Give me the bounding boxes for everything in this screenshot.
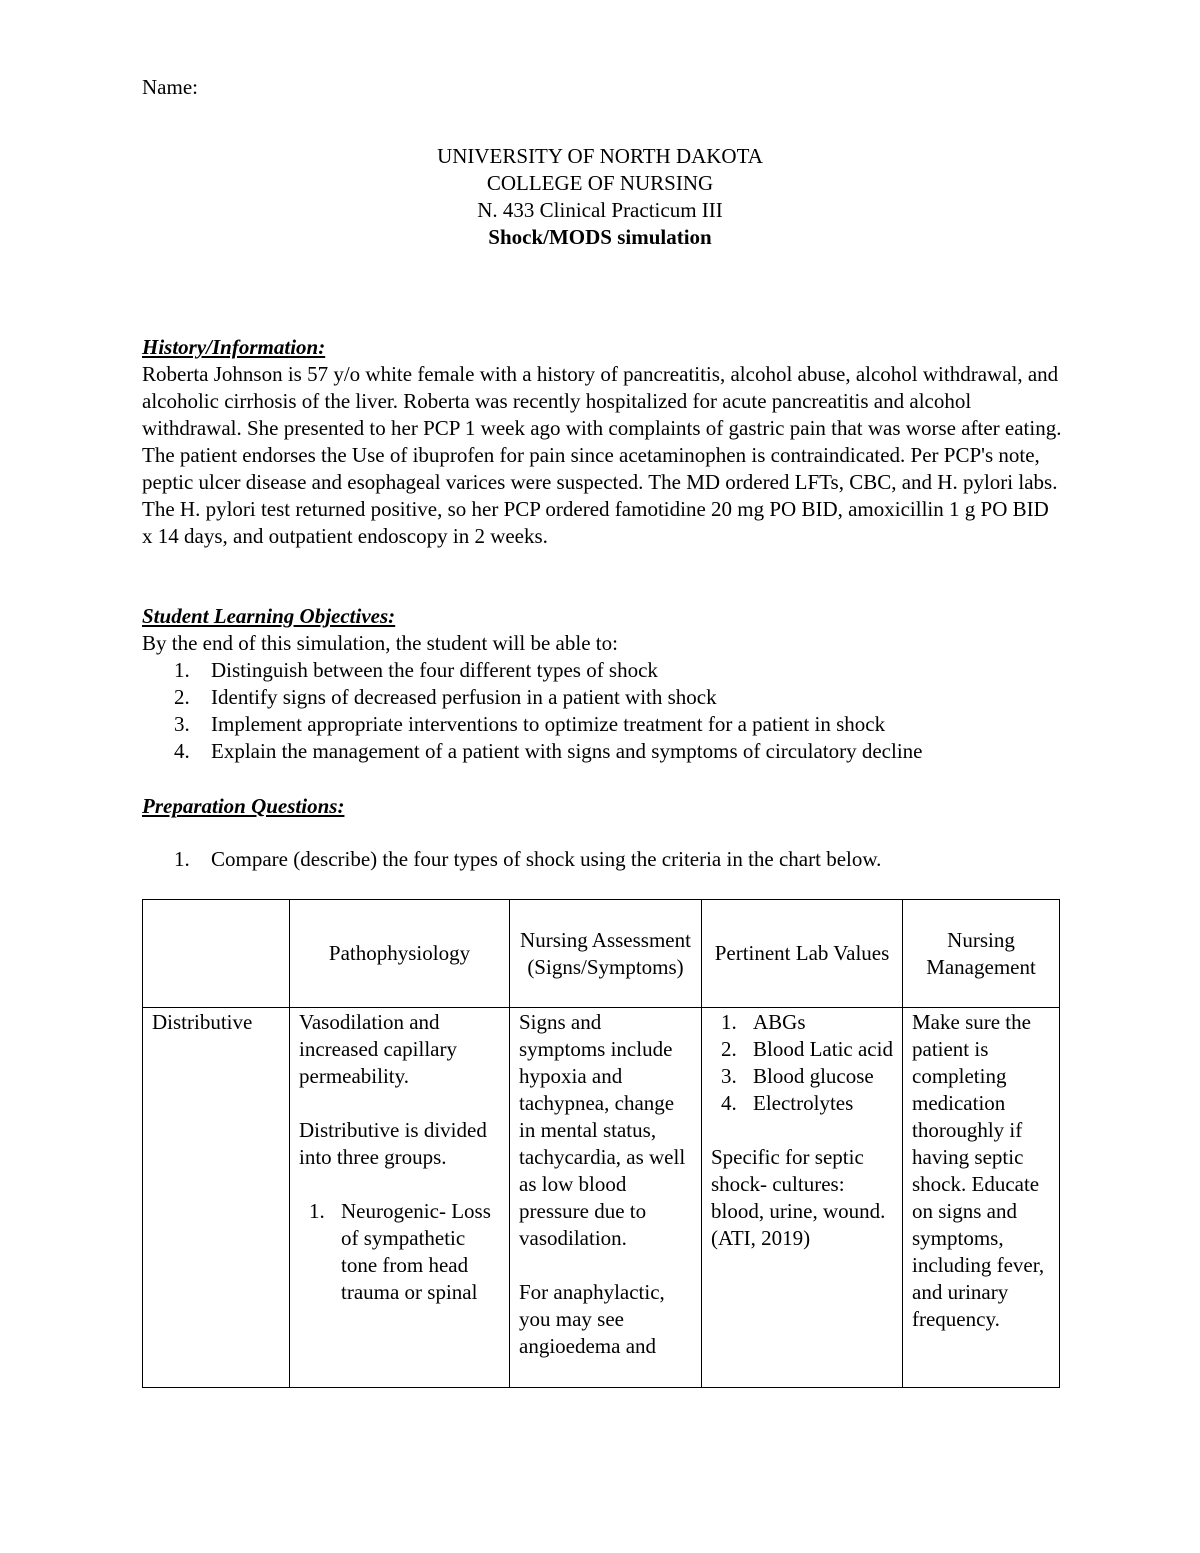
objective-item: 4. Explain the management of a patient with signs and symptoms of circulatory decline: [174, 739, 923, 763]
patho-list-item: 1. Neurogenic- Loss of sympathetic tone from head trauma or spinal: [309, 1199, 491, 1304]
objective-item: 3. Implement appropriate interventions to optimize treatment for a patient in shock: [174, 712, 886, 736]
management-cell: Make sure the patient is completing medication thoroughly if having septic shock. Educate on signs and symptoms, including fever, and urinary frequency.: [903, 1008, 1060, 1388]
table-header-row: [143, 900, 1060, 1008]
patho-list: [299, 1198, 500, 1306]
objective-item: 2. Identify signs of decreased perfusion in a patient with shock: [174, 685, 717, 709]
name-label: Name:: [142, 75, 198, 99]
lab-values-cell: [702, 1008, 903, 1388]
shock-type-cell: Distributive: [143, 1008, 290, 1388]
course-title: N. 433 Clinical Practicum III: [477, 198, 723, 222]
header-pathophysiology: Pathophysiology: [290, 900, 510, 1008]
shock-comparison-table: [142, 899, 1060, 1388]
objectives-intro: By the end of this simulation, the student will be able to:: [142, 631, 618, 655]
lab-value-item: 3. Blood glucose: [721, 1064, 874, 1088]
document-page: Name: UNIVERSITY OF NORTH DAKOTA COLLEGE OF NURSING N. 433 Clinical Practicum III Shock/MODS simulation History/Information: Roberta Johnson is 57 y/o white female with a history of pancreatitis, alcohol abuse, alcohol withdrawal, and alcoholic cirrhosis of the liver. Roberta was recently hospitalized for acute pancreatitis and alcohol withdrawal. She presented to her PCP 1 week ago with complaints of gastric pain that was worse after eating. The patient endorses the Use of ibuprofen for pain since acetaminophen is contraindicated. Per PCP's note, peptic ulcer disease and esophageal varices were suspected. The MD ordered LFTs, CBC, and H. pylori labs. The H. pylori test returned positive, so her PCP ordered famotidine 20 mg PO BID, amoxicillin 1 g PO BID x 14 days, and outpatient endoscopy in 2 weeks. Student Learning Objectives: By the end of this simulation, the student will be able to: 1. Distinguish between the four different types of shock 2. Identify signs of decreased perfusion in a patient with shock 3. Implement appropriate interventions to optimize treatment for a patient in shock 4. Explain the management of a patient with signs and symptoms of circulatory decline Preparation Questions: 1. Compare (describe) the four types of shock using the criteria in the chart below. Pathophysiology Nursing Assessment (Signs/Symptoms) Pertinent Lab Values Nursing Management Distributive Vasodilation and increased capillary permeability. Distributive is divided into three groups. 1. Neurogenic- Loss of sympathetic tone from head trauma or spinal Signs and symptoms include hypoxia and tachypnea, change in mental status, tachycardia, as well as low blood pressure due to vasodilation. For anaphylactic, you may see angioedema and 1. ABGs 2. Blood Latic acid 3. Blood glucose 4. Electrolytes Specific for septic shock- cultures: blood, urine, wound. (ATI, 2019) Make sure the patient is completing medication thoroughly if having septic shock. Educate on signs and symptoms, including fever, and urinary frequency.: [0, 0, 1200, 1553]
patho-paragraph: Vasodilation and increased capillary permeability.: [299, 1010, 457, 1088]
history-paragraph: Roberta Johnson is 57 y/o white female with a history of pancreatitis, alcohol abuse, alcohol withdrawal, and alcoholic cirrhosis of the liver. Roberta was recently hospitalized for acute pancreatitis and alcohol withdrawal. She presented to her PCP 1 week ago with complaints of gastric pain that was worse after eating. The patient endorses the Use of ibuprofen for pain since acetaminophen is contraindicated. Per PCP's note, peptic ulcer disease and esophageal varices were suspected. The MD ordered LFTs, CBC, and H. pylori labs. The H. pylori test returned positive, so her PCP ordered famotidine 20 mg PO BID, amoxicillin 1 g PO BID x 14 days, and outpatient endoscopy in 2 weeks.: [142, 362, 1062, 548]
lab-value-item: 1. ABGs: [721, 1010, 806, 1034]
header-blank-cell: [143, 900, 290, 1008]
lab-values-list: [711, 1009, 893, 1117]
lab-citation: (ATI, 2019): [711, 1226, 811, 1250]
lab-value-item: 4. Electrolytes: [721, 1091, 854, 1115]
history-heading: History/Information:: [142, 335, 326, 359]
assessment-paragraph: Signs and symptoms include hypoxia and tachypnea, change in mental status, tachycardia, as well as low blood pressure due to vasodilation.: [519, 1010, 686, 1250]
patho-paragraph: Distributive is divided into three groups.: [299, 1118, 487, 1169]
preparation-heading: Preparation Questions:: [142, 794, 345, 818]
table-row: [143, 1008, 1060, 1388]
university-title: UNIVERSITY OF NORTH DAKOTA: [437, 144, 763, 168]
college-title: COLLEGE OF NURSING: [486, 171, 714, 195]
assessment-cell: [510, 1008, 702, 1388]
objectives-heading: Student Learning Objectives:: [142, 604, 396, 628]
lab-note: Specific for septic shock- cultures: blood, urine, wound.: [711, 1145, 886, 1223]
header-nursing-management: Nursing Management: [903, 900, 1060, 1008]
lab-value-item: 2. Blood Latic acid: [721, 1037, 893, 1061]
objectives-list: [142, 657, 1062, 765]
assessment-paragraph: For anaphylactic, you may see angioedema and: [519, 1280, 665, 1358]
simulation-title: Shock/MODS simulation: [488, 225, 712, 249]
objective-item: 1. Distinguish between the four different types of shock: [174, 658, 658, 682]
pathophysiology-cell: [290, 1008, 510, 1388]
header-nursing-assessment: Nursing Assessment (Signs/Symptoms): [510, 900, 702, 1008]
header-lab-values: Pertinent Lab Values: [702, 900, 903, 1008]
